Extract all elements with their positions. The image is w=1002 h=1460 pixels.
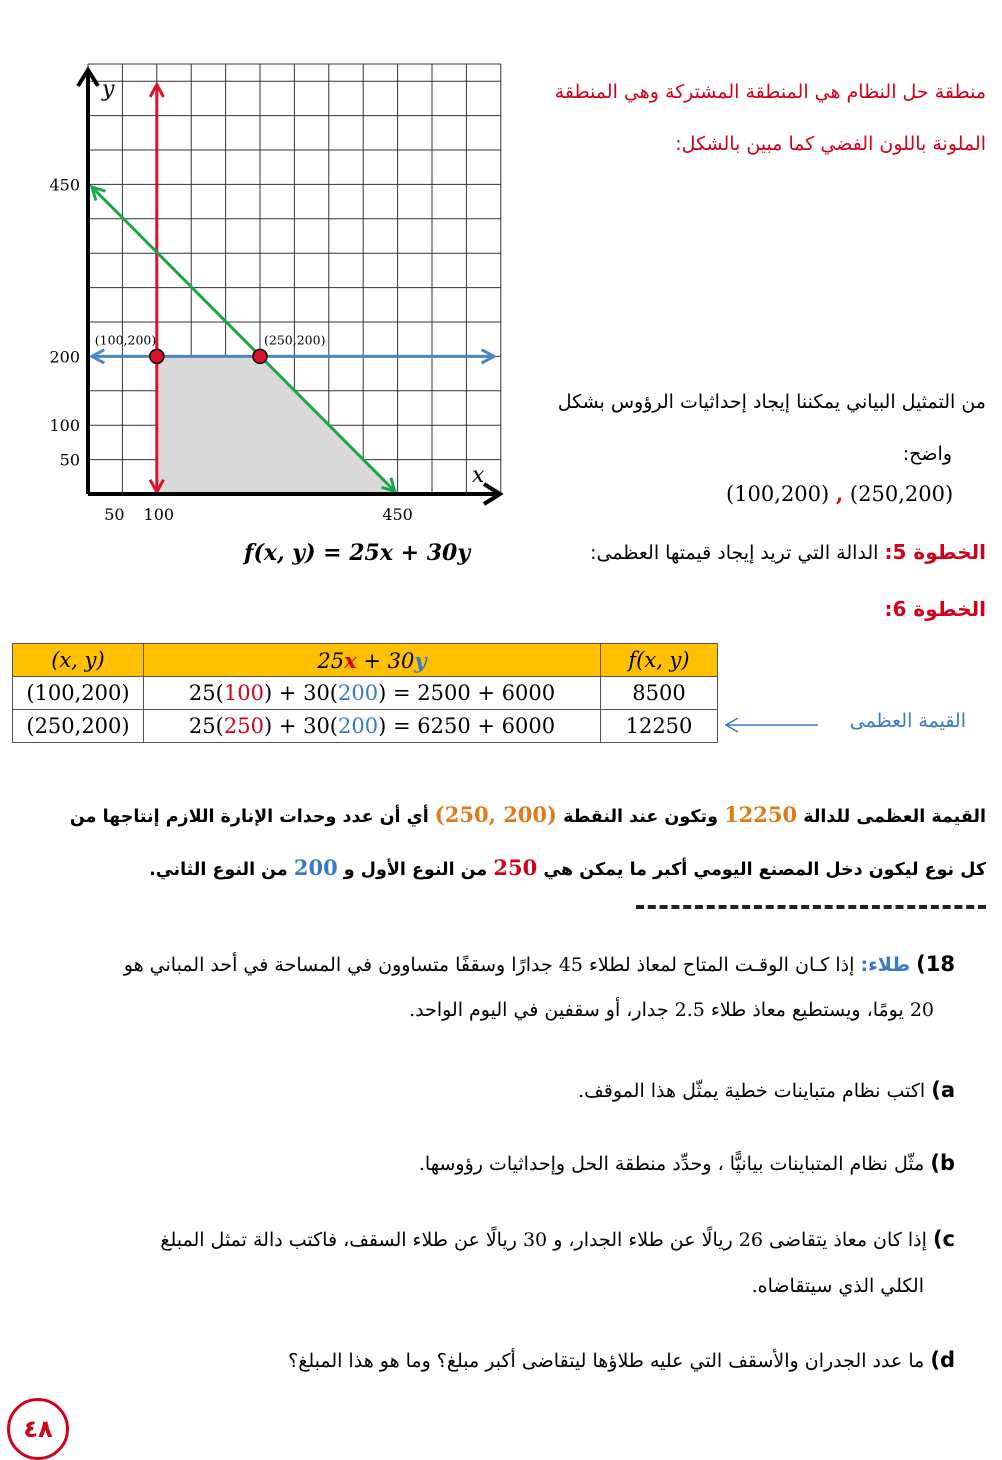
row-point: (100,200) xyxy=(13,677,144,710)
step5: الخطوة 5: الدالة التي تريد إيجاد قيمتها العظمى: xyxy=(590,540,986,564)
table-row xyxy=(13,710,718,743)
question-line-1: 18) طلاء: إذا كـان الوقـت المتاح لمعاذ لطلاء 45 جدارًا وسقفًا متساوون في المساحة في أحد المباني هو xyxy=(123,952,955,976)
intro-line-2: الملونة باللون الفضي كما مبين بالشكل: xyxy=(675,133,986,155)
x-tick-label: 50 xyxy=(104,505,125,524)
vertex-point xyxy=(253,349,267,363)
vertices-text-2: واضح: xyxy=(902,443,952,465)
y-tick-label: 450 xyxy=(49,175,80,195)
intro-line-1: منطقة حل النظام هي المنطقة المشتركة وهي المنطقة xyxy=(554,81,986,103)
vertex-label: (250,200) xyxy=(264,332,326,348)
part-b: b) مثّل نظام المتباينات بيانيًّا ، وحدِّد منطقة الحل وإحداثيات رؤوسها. xyxy=(418,1151,955,1175)
vertex-point xyxy=(150,349,164,363)
max-label: القيمة العظمى xyxy=(849,710,966,732)
question-line-2: 20 يومًا، ويستطيع معاذ طلاء 2.5 جدار، أو سقفين في اليوم الواحد. xyxy=(409,999,934,1021)
step6-label: الخطوة 6: xyxy=(884,597,986,621)
part-a: a) اكتب نظام متباينات خطية يمثّل هذا الموقف. xyxy=(578,1078,955,1102)
row-value: 12250 xyxy=(601,710,718,743)
row-point: (250,200) xyxy=(13,710,144,743)
conclusion-line-1: القيمة العظمى للدالة 12250 وتكون عند النقطة (250, 200) أي أن عدد وحدات الإنارة اللازم إنتاجها من xyxy=(69,802,986,827)
y-tick-label: 100 xyxy=(49,416,80,436)
evaluation-table xyxy=(12,643,718,743)
y-tick-label: 200 xyxy=(49,347,80,367)
part-c-cont: الكلي الذي سيتقاضاه. xyxy=(751,1275,924,1297)
row-value: 8500 xyxy=(601,677,718,710)
vertices-list: (100,200) , (250,200) xyxy=(726,481,954,506)
header-point: (x, y) xyxy=(13,644,144,677)
y-tick-label: 50 xyxy=(59,450,80,470)
row-expression: 25(100) + 30(200) = 2500 + 6000 xyxy=(144,677,601,710)
table-row xyxy=(13,677,718,710)
table-header-row xyxy=(13,644,718,677)
x-tick-label: 100 xyxy=(143,505,175,524)
row-expression: 25(250) + 30(200) = 6250 + 6000 xyxy=(144,710,601,743)
divider xyxy=(636,905,986,909)
objective-function: f(x, y) = 25x + 30y xyxy=(244,540,471,566)
header-value: f(x, y) xyxy=(601,644,718,677)
part-d: d) ما عدد الجدران والأسقف التي عليه طلاؤها ليتقاضى أكبر مبلغ؟ وما هو هذا المبلغ؟ xyxy=(288,1348,955,1372)
feasible-region-graph xyxy=(40,62,510,537)
vertices-text-1: من التمثيل البياني يمكننا إيجاد إحداثيات الرؤوس بشكل xyxy=(557,391,986,413)
x-axis-label: x xyxy=(472,463,485,488)
vertex-label: (100,200) xyxy=(94,332,157,348)
part-c: c) إذا كان معاذ يتقاضى 26 ريالًا عن طلاء الجدار، و 30 ريالًا عن طلاء السقف، فاكتب دالة تمثل المبلغ xyxy=(160,1227,955,1251)
page-number: ٤٨ xyxy=(7,1398,69,1460)
x-tick-label: 450 xyxy=(382,505,413,524)
max-arrow-icon xyxy=(722,715,822,735)
conclusion-line-2: كل نوع ليكون دخل المصنع اليومي أكبر ما يمكن هي 250 من النوع الأول و 200 من النوع الثاني. xyxy=(149,855,986,880)
y-axis-label: y xyxy=(102,77,115,102)
header-expression: 25x + 30y xyxy=(144,644,601,677)
